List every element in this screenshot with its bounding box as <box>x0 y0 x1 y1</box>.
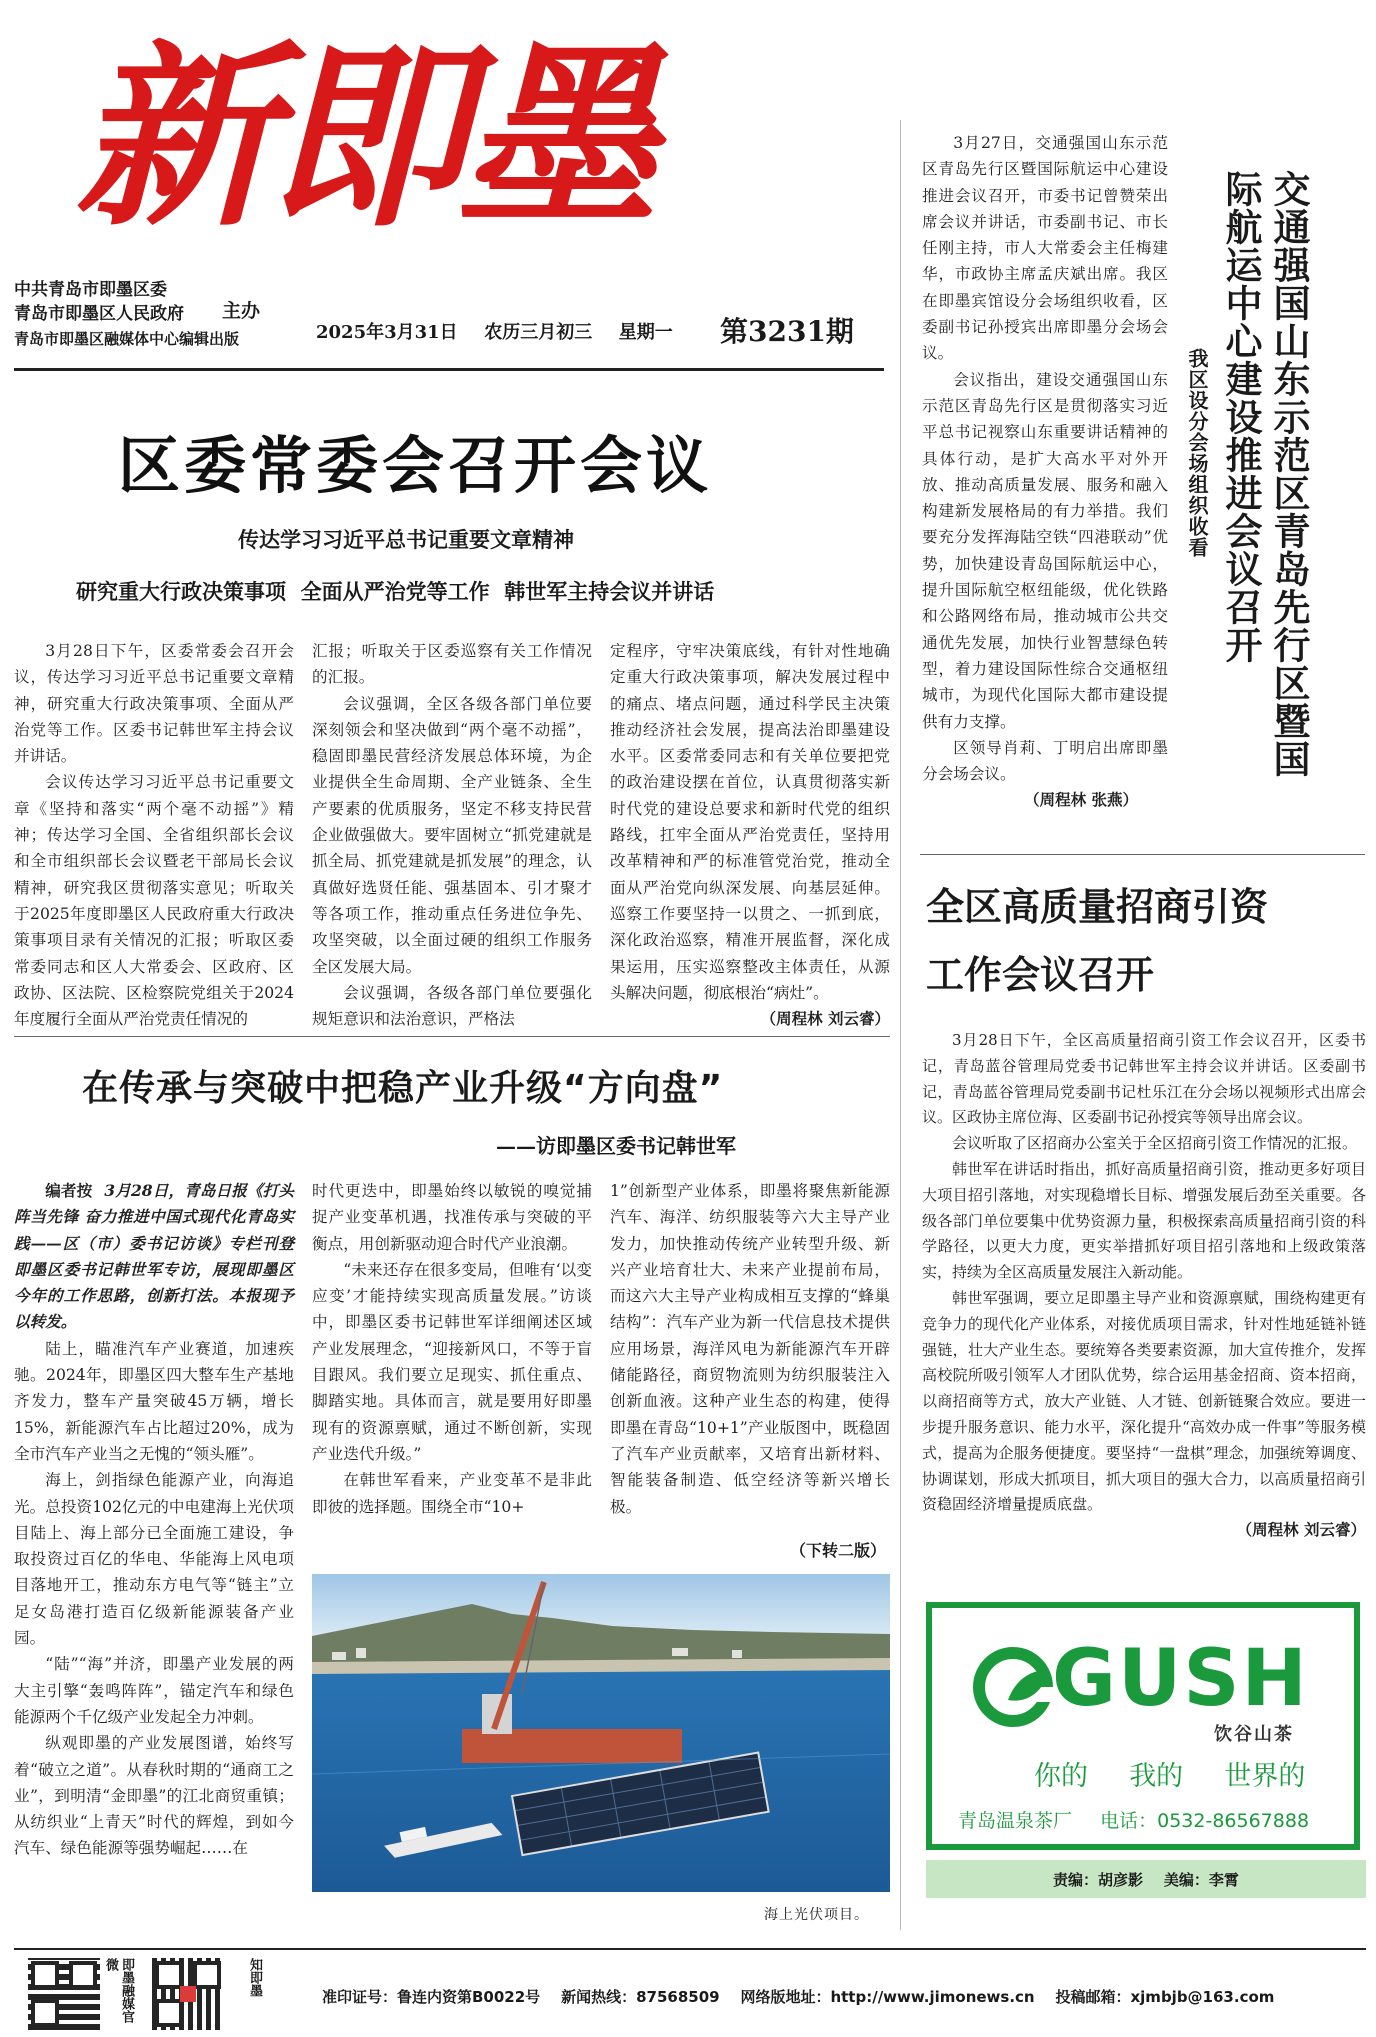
sponsor-2: 青岛市即墨区人民政府 <box>14 304 184 324</box>
editor-org: 青岛市即墨区融媒体中心编辑出版 <box>14 330 240 348</box>
paragraph: 3月28日下午，全区高质量招商引资工作会议召开，区委书记，青岛蓝谷管理局党委书记韩世军主持会议并讲话。区委副书记，青岛蓝谷管理局党委副书记杜乐江在分会场以视频形式出席会议。区政协主席位海、区委副书记孙授宾等领导出席会议。 <box>922 1031 1366 1127</box>
editors-bar <box>926 1860 1366 1898</box>
article3-subtitle: 我区设分会场组织收看 <box>1185 348 1209 558</box>
article4-title-line2: 工作会议召开 <box>926 953 1155 997</box>
editor-note <box>14 1178 294 1336</box>
article2-col3 <box>610 1178 890 1520</box>
tea-advertisement[interactable] <box>926 1602 1360 1850</box>
ad-company: 青岛温泉茶厂 <box>958 1810 1073 1832</box>
editor-note-text: 3月28日，青岛日报《打头阵当先锋 奋力推进中国式现代化青岛实践——区（市）委书记访谈》专栏刊登即墨区委书记韩世军专访，展现即墨区今年的工作思路，创新打法。本报现予以转发。 <box>14 1181 294 1332</box>
qr-code-2[interactable] <box>152 1958 224 2030</box>
masthead-rule <box>14 368 884 371</box>
paragraph: 1”创新型产业体系，即墨将聚焦新能源汽车、海洋、纺织服装等六大主导产业发力，加快推动传统产业转型升级、新兴产业培育壮大、未来产业提前布局，而这六大主导产业构成相互支撑的“蜂巢结构”：汽车产业为新一代信息技术提供应用场景，海洋风电为新能源汽车开辟储能路径，商贸物流则为纺织服装注入创新血液。这种产业生态的构建，使得即墨在青岛“10+1”产业版图中，既稳固了汽车产业贡献率，又培育出新材料、智能装备制造、低空经济等新兴增长极。 <box>610 1182 890 1516</box>
paragraph: 汇报；听取关于区委巡察有关工作情况的汇报。 <box>312 642 592 687</box>
sponsor-block <box>14 278 239 352</box>
ad-slogan <box>1034 1754 1305 1793</box>
editors-text: 责编：胡彦影 美编：李霄 <box>1053 1870 1239 1889</box>
paragraph: 会议强调，各级各部门单位要强化规矩意识和法治意识，严格法 <box>312 983 592 1029</box>
article2-col2 <box>312 1178 592 1520</box>
photo-illustration <box>312 1574 890 1892</box>
paragraph: 陆上，瞄准汽车产业赛道，加速疾驰。2024年，即墨区四大整车生产基地齐发力，整车产量突破45万辆，增长15%，新能源汽车占比超过20%，成为全市汽车产业当之无愧的“领头雁”。 <box>14 1339 294 1463</box>
editor-note-label: 编者按 <box>45 1181 93 1200</box>
issue-number: 第3231期 <box>720 315 854 348</box>
paragraph: 区领导肖莉、丁明启出席即墨分会场会议。 <box>922 738 1168 784</box>
article1-col3 <box>610 638 890 1032</box>
paragraph: “未来还存在很多变局，但唯有‘以变应变’才能持续实现高质量发展。”访谈中，即墨区委书记韩世军详细阐述区域产业发展理念，“迎接新风口，不等于盲目跟风。我们要立足现实、抓住重点、脚踏实地。具体而言，就是要用好即墨现有的资源禀赋，通过不断创新，实现产业迭代升级。” <box>312 1260 592 1463</box>
article2-subtitle: ——访即墨区委书记韩世军 <box>496 1134 736 1158</box>
qr1-label: 即墨融媒官微 <box>103 1958 134 2023</box>
footer-info: 准印证号：鲁连内资第B0022号 新闻热线：87568509 网络版地址：http://www.jimonews.cn 投稿邮箱：xjmbjb@163.com <box>322 1988 1275 2006</box>
paragraph: 会议强调，全区各级各部门单位要深刻领会和坚决做到“两个毫不动摇”，稳固即墨民营经济发展总体环境，为企业提供全生命周期、全产业链条、全生产要素的优质服务，坚定不移支持民营企业做强做大。要牢固树立“抓党建就是抓全局、抓党建就是抓发展”的理念，认真做好选贤任能、强基固本、引才聚才等各项工作，推动重点任务进位争先、攻坚突破，以全面过硬的组织工作服务全区发展大局。 <box>312 694 592 976</box>
sponsor-1: 中共青岛市即墨区委 <box>14 280 167 300</box>
masthead-logo <box>74 18 680 278</box>
ad-contact <box>958 1806 1309 1833</box>
paragraph: 韩世军强调，要立足即墨主导产业和资源禀赋，围绕构建更有竞争力的现代化产业体系，对接优质项目需求，针对性地延链补链强链，壮大产业生态。要统筹各类要素资源，加大宣传推介，发挥高校院所吸引领军人才团队优势，综合运用基金招商、资本招商，以商招商等方式，放大产业链、人才链、创新链聚合效应。要进一步提升服务意识、能力水平，深化提升“高效办成一件事”等服务模式，提高为企服务便捷度。要坚持“一盘棋”理念，加强统筹调度、协调谋划，形成大抓项目，抓大项目的强大合力，以高质量招商引资稳固经济增量提质底盘。 <box>922 1288 1366 1514</box>
paragraph: 在韩世军看来，产业变革不是非此即彼的选择题。围绕全市“10+ <box>312 1471 592 1516</box>
lunar-date: 农历三月初三 <box>484 322 593 343</box>
ad-slogan-2: 我的 <box>1129 1761 1184 1792</box>
paragraph: 海上，剑指绿色能源产业，向海追光。总投资102亿元的中电建海上光伏项目陆上、海上部分已全面施工建设，争取投资过百亿的华电、华能海上风电项目落地开工，推动东方电气等“链主”立足女岛港打造百亿级新能源装备产业园。 <box>14 1471 294 1648</box>
article3-title: 交通强国山东示范区青岛先行区暨国际航运中心建设推进会议召开 <box>1219 170 1310 778</box>
gush-leaf-icon <box>968 1642 1058 1732</box>
paragraph: 会议指出，建设交通强国山东示范区青岛先行区是贯彻落实习近平总书记视察山东重要讲话精神的具体行动，是扩大高水平对外开放、推动高质量发展、服务和融入构建新发展格局的有力举措。我们要充分发挥海陆空铁“四港联动”优势，加快建设青岛国际航运中心，提升国际航空枢纽能级，优化铁路和公路网络布局，推动城市公共交通优先发展，加快行业智慧绿色转型，着力建设国际性综合交通枢纽城市，为现代化国际大都市建设提供有力支撑。 <box>922 370 1168 731</box>
ad-brand-cn: 饮谷山茶 <box>1214 1724 1294 1745</box>
article3-byline: （周程林 张燕） <box>1024 791 1138 810</box>
section-rule <box>14 1036 890 1037</box>
masthead-logo-text: 新即墨 <box>74 23 650 253</box>
sponsor-role: 主办 <box>222 300 261 322</box>
paragraph: “陆”“海”并济，即墨产业发展的两大主引擎“轰鸣阵阵”，锚定汽车和绿色能源两个千亿级产业发起全力冲刺。 <box>14 1655 294 1726</box>
article2-title: 在传承与突破中把稳产业升级“方向盘” <box>82 1068 724 1109</box>
weekday: 星期一 <box>618 322 673 343</box>
article4-byline: （周程林 刘云睿） <box>1236 1521 1366 1540</box>
paragraph: 韩世军在讲话时指出，抓好高质量招商引资，推动更多好项目大项目招引落地，对实现稳增长目标、增强发展后劲至关重要。各级各部门单位要集中优势资源力量，积极探索高质量招商引资的科学路径，以更大力度，更实举措抓好项目招引落地和上级政策落实，持续为全区高质量发展注入新动能。 <box>922 1159 1366 1282</box>
paragraph: 纵观即墨的产业发展图谱，始终写着“破立之道”。从春秋时期的“通商工之业”，到明清“金即墨”的江北商贸重镇；从纺织业“上青天”时代的辉煌，到如今汽车、绿色能源等强势崛起……在 <box>14 1734 294 1858</box>
qr-code-1[interactable] <box>28 1958 100 2030</box>
date-line <box>316 318 673 344</box>
continued-note: （下转二版） <box>790 1541 887 1560</box>
article4-title-line1: 全区高质量招商引资 <box>926 885 1269 929</box>
offshore-solar-photo <box>312 1574 890 1892</box>
ad-slogan-1: 你的 <box>1034 1761 1088 1792</box>
ad-phone: 电话：0532-86567888 <box>1100 1810 1310 1832</box>
article2-col1 <box>14 1178 294 1862</box>
ad-brand: GUSH <box>1052 1634 1309 1724</box>
masthead-divider <box>900 120 901 950</box>
right-section-rule <box>920 854 1365 855</box>
paragraph: 会议传达学习习近平总书记重要文章《坚持和落实“两个毫不动摇”》精神；传达学习全国、全省组织部长会议和全市组织部长会议暨老干部局长会议精神，研究我区贯彻落实意见；听取关于2025年度即墨区人民政府重大行政决策事项目录有关情况的汇报；听取区委常委同志和区人大常委会、区政府、区政协、区法院、区检察院党组关于2024年度履行全面从严治党责任情况的 <box>14 773 294 1029</box>
article3-body <box>922 130 1168 814</box>
ad-slogan-3: 世界的 <box>1224 1761 1306 1792</box>
paragraph: 定程序，守牢决策底线，有针对性地确定重大行政决策事项，解决发展过程中的痛点、堵点问题，通过科学民主决策推动经济社会发展，提高法治即墨建设水平。区委常委同志和有关单位要把党的政治建设摆在首位，认真贯彻落实新时代党的建设总要求和新时代党的组织路线，扛牢全面从严治党责任，坚持用改革精神和严的标准管党治党，推动全面从严治党向纵深发展、向基层延伸。巡察工作要坚持一以贯之、一抓到底，深化政治巡察，精准开展监督，深化成果运用，压实巡察整改主体责任，从源头解决问题，彻底根治“病灶”。 <box>610 642 890 1002</box>
photo-caption: 海上光伏项目。 <box>764 1907 869 1923</box>
article4-body <box>922 1028 1366 1544</box>
column-divider-right <box>900 950 901 1930</box>
article1-byline: （周程林 刘云睿） <box>760 1010 890 1029</box>
paragraph: 3月28日下午，区委常委会召开会议，传达学习习近平总书记重要文章精神，研究重大行政决策事项、全面从严治党等工作。区委书记韩世军主持会议并讲话。 <box>14 642 294 766</box>
paragraph: 会议听取了区招商办公室关于全区招商引资工作情况的汇报。 <box>952 1134 1358 1153</box>
paragraph: 3月27日，交通强国山东示范区青岛先行区暨国际航运中心建设推进会议召开，市委书记曾赞荣出席会议并讲话，市委副书记、市长任刚主持，市人大常委会主任梅建华，市政协主席孟庆斌出席。我区在即墨宾馆设分会场组织收看，区委副书记孙授宾出席即墨分会场会议。 <box>922 134 1168 363</box>
article1-col1 <box>14 638 294 1032</box>
article1-subtitle-2: 研究重大行政决策事项 全面从严治党等工作 韩世军主持会议并讲话 <box>76 579 715 604</box>
issue-date: 2025年3月31日 <box>316 322 458 343</box>
qr2-label: 知即墨 <box>247 1958 262 1997</box>
article1-col2 <box>312 638 592 1032</box>
footer-rule <box>14 1948 1366 1950</box>
article1-subtitle-1: 传达学习习近平总书记重要文章精神 <box>238 527 574 552</box>
paragraph: 时代更迭中，即墨始终以敏锐的嗅觉捕捉产业变革机遇，找准传承与突破的平衡点，用创新驱动迎合时代产业浪潮。 <box>312 1182 592 1253</box>
article1-title: 区委常委会召开会议 <box>118 429 713 502</box>
